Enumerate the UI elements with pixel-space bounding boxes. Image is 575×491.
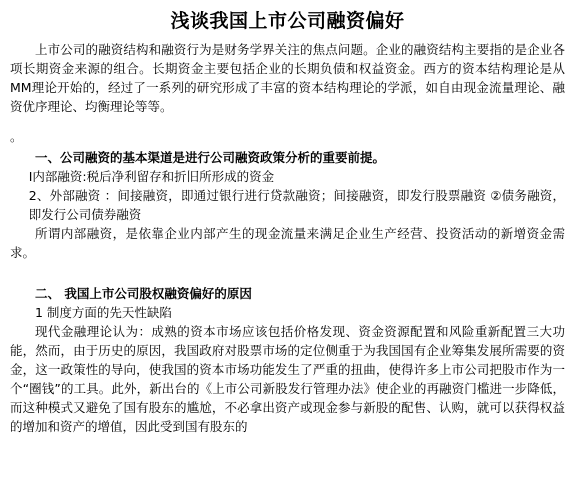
section1-paragraph: 所谓内部融资，是依靠企业内部产生的现金流量来满足企业生产经营、投资活动的新增资金需求。: [10, 226, 565, 260]
section1-heading: 一、公司融资的基本渠道是进行公司融资政策分析的重要前提。: [35, 150, 386, 165]
section2-heading: 二、 我国上市公司股权融资偏好的原因: [35, 286, 252, 301]
intro-paragraph: 上市公司的融资结构和融资行为是财务学界关注的焦点问题。企业的融资结构主要指的是企业各项长期资金来源的组合。长期资金主要包括企业的长期负债和权益资金。西方的资本结构理论是从MM理论开始的，经过了一系列的研究形成了丰富的资本结构理论的学派，如自由现金流量理论、融资优序理论、均衡理论等等。: [10, 42, 565, 114]
section2-paragraph: 现代金融理论认为：成熟的资本市场应该包括价格发现、资金资源配置和风险重新配置三大功能，然而，由于历史的原因，我国政府对股票市场的定位侧重于为我国国有企业筹集发展所需要的资金，这一政策性的导向，使我国的资本市场功能发生了严重的扭曲，使得许多上市公司把股市作为一个“圈钱”的工具。此外，新出台的《上市公司新股发行管理办法》使企业的再融资门槛进一步降低，而这种模式又避免了国有股东的尴尬，不必拿出资产或现金参与新股的配售、认购，就可以获得权益的增加和资产的增值，因此受到国有股东的: [10, 324, 565, 434]
section1-item-internal: Ⅰ内部融资:税后净利留存和折旧所形成的资金: [28, 169, 275, 184]
document-title: 浅谈我国上市公司融资偏好: [170, 10, 405, 32]
section2-subheading: 1 制度方面的先天性缺陷: [35, 305, 172, 320]
stray-period: 。: [10, 129, 23, 144]
section1-item-external: 2、外部融资 ：间接融资，即通过银行进行贷款融资；间接融资，即发行股票融资 ②债务融资，即发行公司债券融资: [28, 188, 565, 222]
